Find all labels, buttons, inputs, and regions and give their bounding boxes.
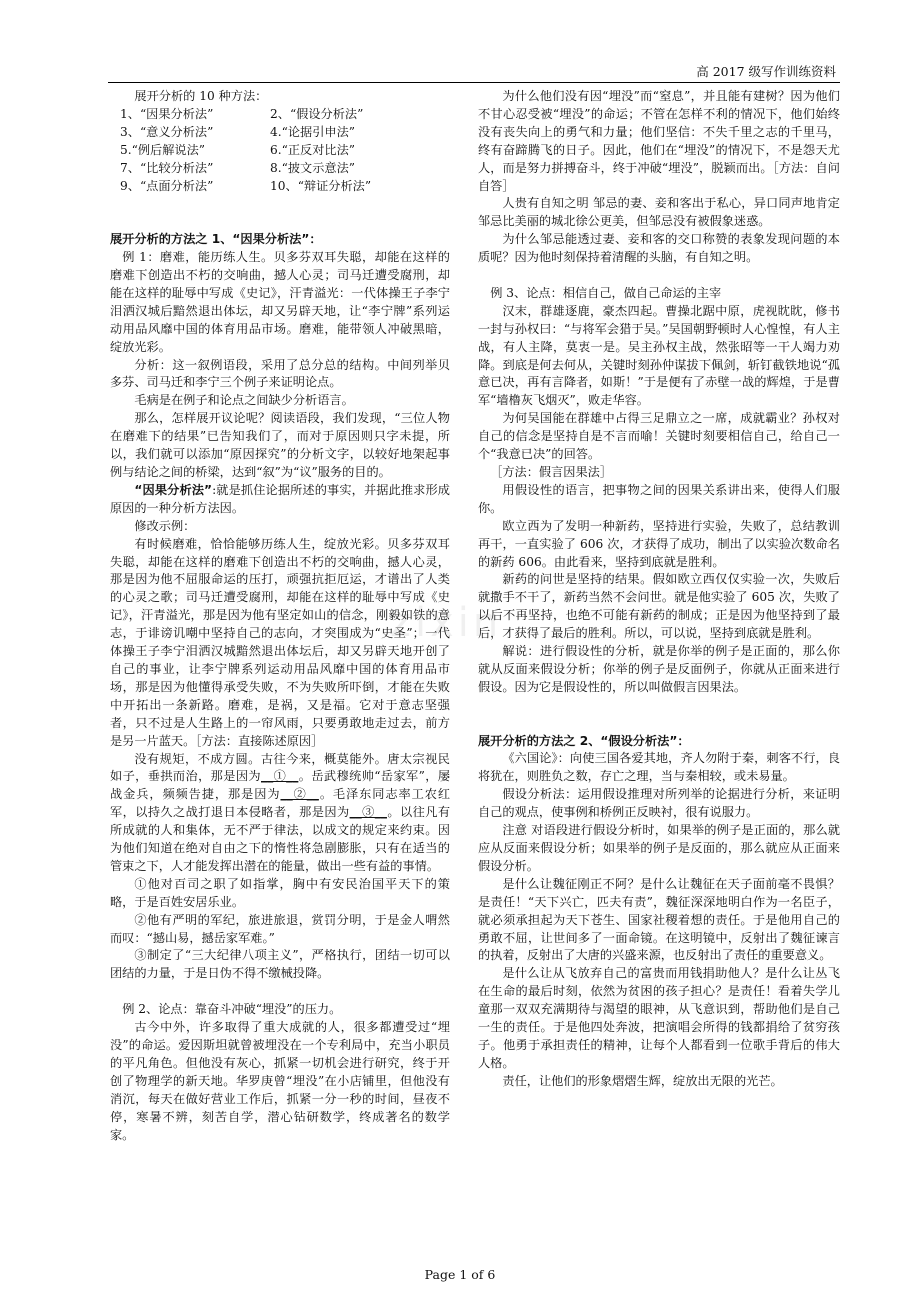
example-3: 汉末，群雄逐鹿，豪杰四起。曹操北踞中原，虎视眈眈，修书一封与孙权曰：“与将军会猎于吴。”吴国朝野顿时人心惶惶，有人主战，有人主降，莫衷一是。吴主孙权主战，然张昭等一干人竭力劝降。到底是何去何从，关键时刻孙仲谋拔下佩剑，斩钉截铁地说“孤意已决，再有言降者，如斯！”于是便有了赤壁一战的辉煌，于是曹军“墙橹灰飞烟灭”，败走华容。	[478, 303, 840, 408]
answer-2: ②他有严明的军纪，旅进旅退，赏罚分明，于是金人喟然而叹：“撼山易，撼岳家军难。”	[110, 912, 450, 945]
rules-paragraph	[110, 751, 450, 876]
header-rule	[108, 82, 840, 83]
left-column	[110, 88, 450, 1144]
blank-1: __①__	[261, 769, 299, 784]
watermark: zixin	[390, 600, 503, 646]
paragraph: 人贵有自知之明 邹忌的妻、妾和客出于私心，异口同声地肯定邹忌比美丽的城北徐公更美，但邹忌没有被假象迷惑。	[478, 196, 840, 229]
paragraph: 用假设性的语言，把事物之间的因果关系讲出来，使得人们服你。	[478, 482, 840, 515]
definition-term: “因果分析法”	[134, 482, 213, 497]
definition-text: :就是抓住论据所述的事实，并据此推求形成原因的一种分析方法因。	[110, 482, 450, 515]
answer-3: ③制定了“三大纪律八项主义”，严格执行，团结一切可以团结的力量，于是日伪不得不缴械投降。	[110, 948, 450, 981]
method-item: 9、“点面分析法”	[120, 178, 214, 193]
revised-example: 有时候磨难，恰恰能够历练人生，绽放光彩。贝多芬双耳失聪，却能在这样的磨难下创造出不朽的交响曲，撼人心灵，那是因为他不屈服命运的压打，顽强抗拒厄运，才谱出了人类的心灵之歌；司马迁遭受腐刑，却能在这样的耻辱中写成《史记》，汗青溢光，那是因为他有坚定如山的信念，刚毅如铁的意志，于诽谤讥嘲中坚持自己的志向，才突围成为“史圣”；一代体操王子李宁泪洒汉城黯然退出体坛后，却又另辟天地开创了自己的事业，让李宁牌系列运动用品风靡中国的体育用品市场，那是因为他懂得承受失败，不为失败所吓倒，才能在失败中开拓出一条新路。磨难，是祸，又是福。它对于意志坚强者，只不过是人生路上的一帘风雨，只要勇敢地走过去，前方是另一片蓝天。［方法：直接陈述原因］	[110, 536, 450, 748]
section-heading-2: 展开分析的方法之 2、“假设分析法”：	[478, 733, 690, 748]
example-1: 例 1：磨难，能历练人生。贝多芬双耳失聪，却能在这样的磨难下创造出不朽的交响曲，撼人心灵；司马迁遭受腐刑，却能在这样的耻辱中写成《史记》，汗青溢光：一代体操王子李宁泪洒汉城后黯然退出体坛，却又另辟天地，让“李宁牌”系列运动用品风靡中国的体育用品市场。磨难，能带领人冲破黑暗，绽放光彩。	[110, 250, 450, 354]
method-note: ［方法：假言因果法］	[490, 465, 613, 480]
blank-2: __②__	[280, 787, 319, 802]
paragraph: 注意 对语段进行假设分析时，如果举的例子是正面的，那么就应从反面来假设分析；如果举的例子是反面的，那么就应从正面来假设分析。	[478, 823, 840, 873]
paragraph: 是什么让魏征刚正不阿？是什么让魏征在天子面前毫不畏惧？是责任！“天下兴亡，匹夫有责”，魏征深深地明白作为一名臣子，就必须承担起为天下苍生、国家社稷着想的责任。于是他用自己的勇敢不屈，让世间多了一面命镜。在这明镜中，反射出了魏征谏言的执着，反射出了大唐的兴盛来源，也反射出了责任的重要意义。	[478, 876, 840, 963]
paragraph: 为什么他们没有因“埋没”而“窒息”，并且能有建树？因为他们不甘心忍受被“埋没”的命运；不管在怎样不利的情况下，他们始终没有丧失向上的勇气和力量；他们坚信：不失千里之志的千里马，终有奋蹄腾飞的日子。因此，他们在“埋没”的情况下，不是怨天尤人，而是努力拼搏奋斗，终于冲破“埋没”，脱颖而出。［方法：自问自答］	[478, 89, 840, 193]
paragraph: 新药的问世是坚持的结果。假如欧立西仅仅实验一次，失败后就撒手不干了，新药当然不会问世。就是他实验了 605 次，失败了以后不再坚持，也绝不可能有新药的制成；正是因为他坚持到了最后，才获得了最后的胜利。所以，可以说，坚持到底就是胜利。	[478, 572, 840, 641]
method-item: 6.“正反对比法”	[270, 142, 356, 157]
paragraph: 责任，让他们的形象熠熠生辉，绽放出无限的光芒。	[502, 1073, 783, 1088]
paragraph: 为何吴国能在群雄中占得三足鼎立之一席，成就霸业？孙权对自己的信念是坚持自是不言而喻！关键时刻要相信自己，给自己一个“我意已决”的回答。	[478, 411, 840, 462]
page-footer: Page 1 of 6	[424, 1267, 496, 1282]
definition-paragraph	[110, 482, 450, 518]
rules-text: 没有规矩，不成方圆。古往今来，概莫能外。唐太宗视民如子，垂拱而治，那是因为	[110, 751, 450, 784]
example-2-title: 例 2、论点：靠奋斗冲破“埋没”的压力。	[122, 1002, 342, 1017]
method-item: 3、“意义分析法”	[120, 124, 214, 139]
paragraph: 为什么邹忌能透过妻、妾和客的交口称赞的表象发现问题的本质呢？因为他时刻保持着清醒的头脑，有自知之明。	[478, 232, 840, 265]
blank-3: __③__	[349, 805, 387, 820]
example-3-title: 例 3、论点：相信自己，做自己命运的主宰	[490, 285, 722, 300]
example-2: 古今中外，许多取得了重大成就的人，很多都遭受过“埋没”的命运。爱因斯坦就曾被埋没在一个专利局中，充当小职员的平凡角色。但他没有灰心，抓紧一切机会进行研究，终于开创了物理学的新天地。华罗庚曾“埋没”在小店铺里，但他没有消沉，每天在做好营业工作后，抓紧一分一秒的时间，昼夜不停，寒暑不辨，刻苦自学，潜心钻研数学，终成著名的数学家。	[110, 1020, 450, 1142]
rules-text: 。以往凡有所成就的人和集体，无不严于律法，以成文的规定来约束。因为他们知道在绝对自由之下的惰性将急剧膨胀，只有在适当的管束之下，人才能发挥出潜在的能量，做出一些有益的事情。	[110, 805, 451, 873]
methods-list	[120, 106, 450, 196]
answer-1: ①他对百司之职了如指掌，胸中有安民治国平天下的策略，于是百姓安居乐业。	[110, 876, 450, 909]
howto-paragraph: 那么，怎样展开议论呢？阅读语段，我们发现，“三位人物在磨难下的结果”已告知我们了，而对于原因则只字未提，所以，我们就可以添加“原因探究”的分析文字，以较好地架起事例与结论之间的桥梁，达到“叙”为“议”服务的目的。	[110, 411, 450, 479]
section-heading-1: 展开分析的方法之 1、“因果分析法”：	[110, 232, 322, 247]
method-item: 5.“例后解说法”	[120, 142, 206, 157]
document-header: 高 2017 级写作训练资料	[696, 64, 836, 79]
method-item: 1、“因果分析法”	[120, 106, 214, 121]
method-item: 7、“比较分析法”	[120, 160, 214, 175]
method-item: 4.“论据引申法”	[270, 124, 356, 139]
problem-paragraph: 毛病是在例子和论点之间缺少分析语言。	[134, 393, 354, 408]
right-column	[478, 88, 840, 1091]
paragraph: 欧立西为了发明一种新药，坚持进行实验，失败了，总结教训再干，一直实验了 606 次，才获得了成功，制出了以实验次数命名的新药 606。由此看来，坚持到底就是胜利。	[478, 518, 840, 569]
paragraph: 解说：进行假设性的分析，就是你举的例子是正面的，那么你就从反面来假设分析；你举的例子是反面例子，你就从正面来进行假设。因为它是假设性的，所以叫做假言因果法。	[478, 644, 840, 694]
analysis-paragraph: 分析：这一叙例语段，采用了总分总的结构。中间列举贝多芬、司马迁和李宁三个例子来证明论点。	[110, 357, 450, 390]
rules-text: 。岳武穆统帅“岳家军”，屡战金兵，频频告捷，那是因为	[110, 769, 451, 802]
paragraph: 是什么让从飞放弃自己的富贵而用钱捐助他人？是什么让丛飞在生命的最后时刻，依然为贫困的孩子担心？是责任！看着失学儿童那一双双充满期待与渴望的眼神，从飞意识到，帮助他们是自己一生的责任。于是他四处奔波，把演唱会所得的钱都捐给了贫穷孩子。他勇于承担责任的精神，让每个人都看到一位歌手背后的伟大人格。	[478, 966, 840, 1070]
methods-intro: 展开分析的 10 种方法：	[134, 89, 268, 103]
paragraph: 《六国论》：向使三国各爱其地，齐人勿附于秦，刺客不行，良将犹在，则胜负之数，存亡之理，当与秦相较，或未易量。	[478, 751, 840, 784]
method-item: 8.“披文示意法”	[270, 160, 356, 175]
method-item: 10、“辩证分析法”	[270, 178, 372, 193]
rules-text: 。毛泽东同志率工农红军，以持久之战打退日本侵略者，那是因为	[110, 787, 451, 820]
revise-label: 修改示例：	[134, 518, 196, 533]
method-item: 2、“假设分析法”	[270, 106, 364, 121]
paragraph: 假设分析法：运用假设推理对所列举的论据进行分析，来证明自己的观点，使事例和桥例正反映衬，很有说服力。	[478, 787, 840, 820]
